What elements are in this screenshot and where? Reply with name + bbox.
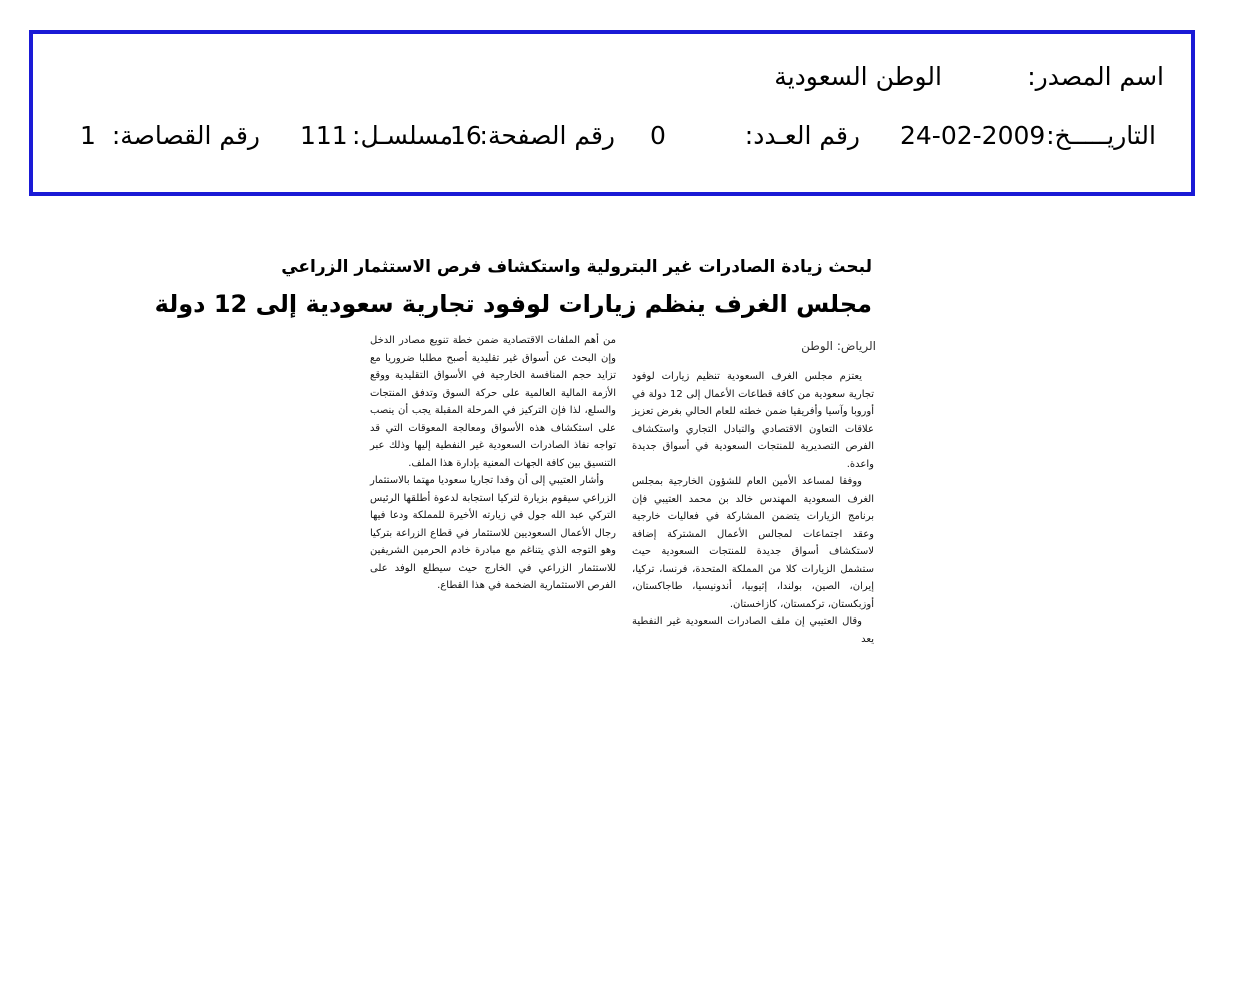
clip-number-label: رقم القصاصة: [111,121,260,150]
source-value: الوطن السعودية [774,62,942,91]
date-value: 24-02-2009 [900,121,1046,150]
date-label: التاريـــــخ: [1046,121,1156,150]
article-byline: الرياض: الوطن [801,339,876,353]
issue-label: رقم العـدد: [744,121,860,150]
paragraph: ووفقا لمساعد الأمين العام للشؤون الخارجية بمجلس الغرف السعودية المهندس خالد بن محمد العتيبي فإن برنامج الزيارات يتضمن المشاركة في فعاليات خارجية وعقد اجتماعات لمجالس الأعمال المشتركة إضافة لاستكشاف أسواق جديدة للمنتجات السعودية حيث ستشمل الزيارات كلا من المملكة المتحدة، فرنسا، تركيا، إيران، الصين، بولندا، إثيوبيا، أندونيسيا، طاجاكستان، أوزبكستان، تركمستان، كازاخستان. [632,476,874,610]
article-column-right [632,368,874,648]
page-label: رقم الصفحة: [479,121,615,150]
paragraph: وقال العتيبي إن ملف الصادرات السعودية غير النفطية يعد [632,616,874,645]
serial-label: مسلسـل: [352,121,453,150]
page-value: 16 [450,121,482,150]
newspaper-clipping [154,250,880,645]
source-label: اسم المصدر: [1027,62,1164,91]
paragraph: من أهم الملفات الاقتصادية ضمن خطة تنويع مصادر الدخل وإن البحث عن أسواق غير تقليدية أصبح مطلبا ضروريا مع تزايد حجم المنافسة الخارجية في الأسواق التقليدية ووقع الأزمة المالية العالمية على حركة السوق وتدفق المنتجات والسلع، لذا فإن التركيز في المرحلة المقبلة يجب أن ينصب على استكشاف هذه الأسواق ومعالجة المعوقات التي قد تواجه نفاذ الصادرات السعودية غير النفطية إليها وذلك عبر التنسيق بين كافة الجهات المعنية بإدارة هذا الملف. [370,335,616,469]
paragraph: يعتزم مجلس الغرف السعودية تنظيم زيارات لوفود تجارية سعودية من كافة قطاعات الأعمال إلى 12 دولة في أوروبا وآسيا وأفريقيا ضمن خطته للعام الحالي بغرض تعزيز علاقات التعاون الاقتصادي والتبادل التجاري واستكشاف الفرص التصديرية للمنتجات السعودية في أسواق جديدة واعدة. [632,371,874,470]
clip-number-value: 1 [80,121,96,150]
metadata-header-box [29,30,1195,196]
paragraph: وأشار العتيبي إلى أن وفدا تجاريا سعوديا مهتما بالاستثمار الزراعي سيقوم بزيارة لتركيا استجابة لدعوة أطلقها الرئيس التركي عبد الله جول في زيارته الأخيرة للمملكة ودعا فيها رجال الأعمال السعوديين للاستثمار في قطاع الزراعة بتركيا وهو التوجه الذي يتناغم مع مبادرة خادم الحرمين الشريفين للاستثمار الزراعي في الخارج حيث سيطلع الوفد على الفرص الاستثمارية الضخمة في هذا القطاع. [370,475,616,591]
article-column-left [370,332,616,595]
issue-value: 0 [650,121,666,150]
article-headline: مجلس الغرف ينظم زيارات لوفود تجارية سعودية إلى 12 دولة [154,290,872,318]
serial-value: 111 [300,121,348,150]
article-kicker: لبحث زيادة الصادرات غير البترولية واستكشاف فرص الاستثمار الزراعي [281,257,872,277]
